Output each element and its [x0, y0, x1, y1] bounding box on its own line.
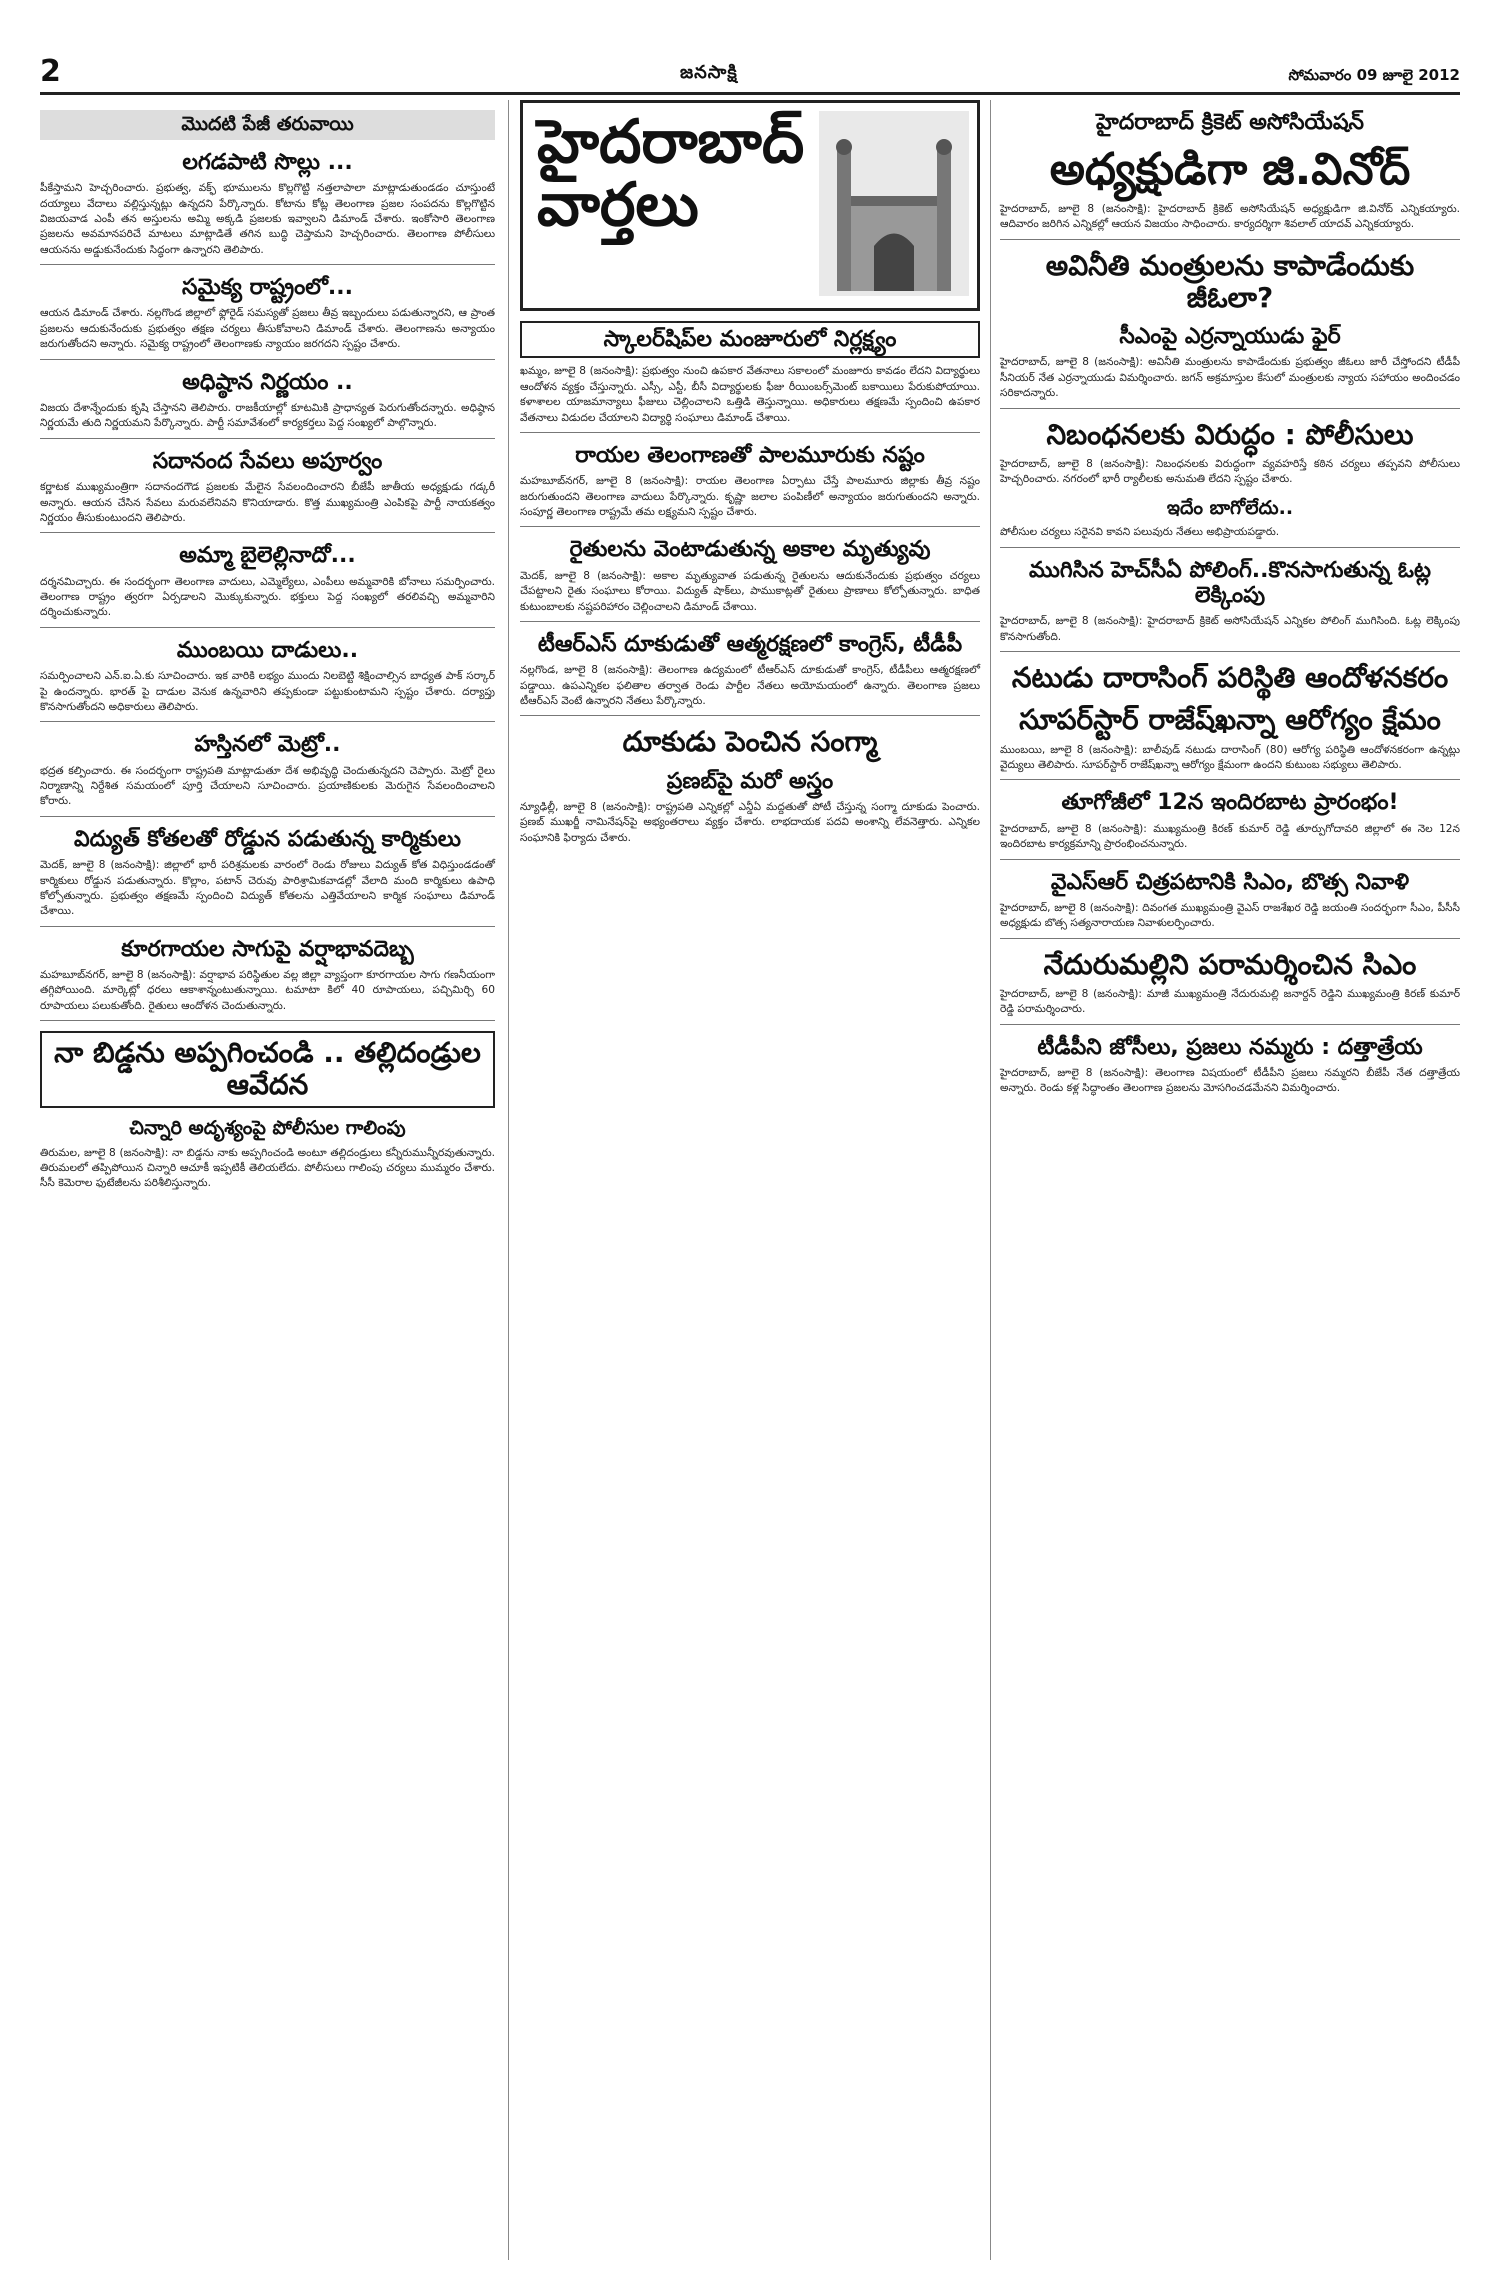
column-middle: [520, 100, 980, 850]
article-body: కర్ణాటక ముఖ్యమంత్రిగా సదానందగౌడ ప్రజలకు మేలైన సేవలందించారని బీజేపీ జాతీయ అధ్యక్షుడు గడ్కరీ అన్నారు. ఆయన చేసిన సేవలు మరువలేనివని కొనియాడారు. కొత్త ముఖ్యమంత్రి ఎంపికపై పార్టీ నాయకత్వం నిర్ణయం తీసుకుంటుందని తెలిపారు.: [40, 481, 495, 524]
dateline: సోమవారం 09 జూలై 2012: [1288, 66, 1460, 84]
article-title: నిబంధనలకు విరుద్ధం : పోలీసులు: [1046, 417, 1414, 451]
article-body: హైదరాబాద్, జూలై 8 (జనంసాక్షి): నిబంధనలకు విరుద్ధంగా వ్యవహరిస్తే కఠిన చర్యలు తప్పవని పోలీసులు హెచ్చరించారు. నగరంలో భారీ ర్యాలీలకు అనుమతి లేదని స్పష్టం చేశారు.: [1000, 457, 1460, 486]
divider: [40, 438, 495, 439]
column-right: [1000, 100, 1460, 1101]
divider: [40, 926, 495, 927]
article-body: విజయ దేశాన్నేందుకు కృషి చేస్తానని తెలిపారు. రాజకీయాల్లో కూటమికి ప్రాధాన్యత పెరుగుతోందన్నారు. అధిష్ఠాన నిర్ణయమే తుది నిర్ణయమని పేర్కొన్నారు. పార్టీ సమావేశంలో కార్యకర్తలు పెద్ద సంఖ్యలో పాల్గొన్నారు.: [40, 401, 495, 430]
article-body: తిరుమల, జూలై 8 (జనంసాక్షి): నా బిడ్డను నాకు అప్పగించండి అంటూ తల్లిదండ్రులు కన్నీరుమున్నీరవుతున్నారు. తిరుమలలో తప్పిపోయిన చిన్నారి ఆచూకీ ఇప్పటికీ తెలియలేదు. పోలీసులు గాలింపు చర్యలు ముమ్మరం చేశారు. సీసీ కెమెరాల ఫుటేజీలను పరిశీలిస్తున్నారు.: [40, 1146, 495, 1190]
article-body: హైదరాబాద్, జూలై 8 (జనంసాక్షి): తెలంగాణ విషయంలో టీడీపీని ప్రజలు నమ్మరని బీజేపీ నేత దత్తాత్రేయ అన్నారు. రెండు కళ్ల సిద్ధాంతం తెలంగాణ ప్రజలను మోసగించడమేనని విమర్శించారు.: [1000, 1066, 1460, 1095]
section-label: మొదటి పేజీ తరువాయి: [40, 110, 495, 140]
article-title: నటుడు దారాసింగ్ పరిస్థితి ఆందోళనకరం: [1011, 661, 1449, 695]
divider: [40, 816, 495, 817]
article-subtitle: ప్రణబ్‌పై మరో అస్త్రం: [666, 768, 834, 794]
article-title: కూరగాయల సాగుపై వర్షాభావదెబ్బ: [121, 936, 414, 962]
article-title: రాయల తెలంగాణతో పాలమూరుకు నష్టం: [575, 442, 925, 468]
article-kicker: హైదరాబాద్ క్రికెట్ అసోసియేషన్: [1096, 110, 1364, 135]
divider: [520, 432, 980, 433]
article-title: లగడపాటి సొల్లు ...: [182, 149, 353, 175]
article-title: వైఎస్ఆర్ చిత్రపటానికి సిఎం, బొత్స నివాళి: [1050, 869, 1410, 895]
divider: [1000, 408, 1460, 409]
article-body: న్యూఢిల్లీ, జూలై 8 (జనంసాక్షి): రాష్ట్రపతి ఎన్నికల్లో ఎన్డీఏ మద్దతుతో పోటీ చేస్తున్న సంగ్మా దూకుడు పెంచారు. ప్రణబ్ ముఖర్జీ నామినేషన్‌పై అభ్యంతరాలు వ్యక్తం చేశారు. లాభదాయక పదవి అంశాన్ని లేవనెత్తారు. ఎన్నికల సంఘానికి ఫిర్యాదు చేశారు.: [520, 800, 980, 844]
divider: [1000, 239, 1460, 240]
charminar-photo: [819, 111, 969, 296]
article-body: హైదరాబాద్, జూలై 8 (జనంసాక్షి): అవినీతి మంత్రులను కాపాడేందుకు ప్రభుత్వం జీఓలు జారీ చేస్తోందని టీడీపీ సీనియర్ నేత ఎర్రన్నాయుడు విమర్శించారు. జగన్ అక్రమాస్తుల కేసులో మంత్రులకు న్యాయ సహాయం అందించడం సరికాదన్నారు.: [1000, 356, 1460, 400]
banner-line-2: వార్తలు: [537, 170, 699, 240]
divider: [1000, 547, 1460, 548]
article-title: టీడీపీని జోసీలు, ప్రజలు నమ్మరు : దత్తాత్రేయ: [1037, 1034, 1423, 1060]
article-title: ఇదేం బాగోలేదు..: [1166, 496, 1294, 519]
article-title: దూకుడు పెంచిన సంగ్మా: [622, 725, 878, 759]
newspaper-masthead: జనసాక్షి: [680, 62, 738, 83]
divider: [40, 359, 495, 360]
article-subtitle: సూపర్‌స్టార్ రాజేష్‌ఖన్నా ఆరోగ్యం క్షేమం: [1019, 703, 1441, 737]
article-headline: అధ్యక్షుడిగా జి.వినోద్: [1049, 144, 1411, 196]
page-number: 2: [40, 54, 61, 89]
article-title: అధిష్ఠాన నిర్ణయం ..: [182, 369, 353, 395]
article-body: మహబూబ్‌నగర్, జూలై 8 (జనంసాక్షి): వర్షాభావ పరిస్థితుల వల్ల జిల్లా వ్యాప్తంగా కూరగాయల సాగు గణనీయంగా తగ్గిపోయింది. మార్కెట్లో ధరలు ఆకాశాన్నంటుతున్నాయి. టమాటా కిలో 40 రూపాయలు, పచ్చిమిర్చి 60 రూపాయలు పలుకుతోంది. రైతులు ఆందోళన చెందుతున్నారు.: [40, 969, 495, 1012]
article-body: హైదరాబాద్, జూలై 8 (జనంసాక్షి): హైదరాబాద్ క్రికెట్ అసోసియేషన్ ఎన్నికల పోలింగ్ ముగిసింది. ఓట్ల లెక్కింపు కొనసాగుతోంది.: [1000, 615, 1460, 643]
column-left: [40, 100, 495, 1196]
article-body: హైదరాబాద్, జూలై 8 (జనంసాక్షి): మాజీ ముఖ్యమంత్రి నేదురుమల్లి జనార్దన్ రెడ్డిని ముఖ్యమంత్రి కిరణ్ కుమార్ రెడ్డి పరామర్శించారు.: [1000, 987, 1460, 1016]
divider: [1000, 1024, 1460, 1025]
article-title: విద్యుత్ కోతలతో రోడ్డున పడుతున్న కార్మికులు: [74, 826, 461, 852]
article-title: అవినీతి మంత్రులను కాపాడేందుకు జీఓలా?: [1045, 248, 1415, 314]
article-body: ముంబయి, జూలై 8 (జనంసాక్షి): బాలీవుడ్ నటుడు దారాసింగ్ (80) ఆరోగ్య పరిస్థితి ఆందోళనకరంగా ఉన్నట్లు వైద్యులు తెలిపారు. సూపర్‌స్టార్ రాజేష్‌ఖన్నా ఆరోగ్యం క్షేమంగా ఉందని కుటుంబ సభ్యులు తెలిపారు.: [1000, 743, 1460, 772]
article-body: ఖమ్మం, జూలై 8 (జనంసాక్షి): ప్రభుత్వం నుంచి ఉపకార వేతనాలు సకాలంలో మంజూరు కావడం లేదని విద్యార్థులు ఆందోళన వ్యక్తం చేస్తున్నారు. ఎస్సీ, ఎస్టీ, బీసీ విద్యార్థులకు ఫీజు రీయింబర్స్‌మెంట్ బకాయిలు పేరుకుపోయాయి. కళాశాలల యాజమాన్యాలు ఫీజులు చెల్లించాలని ఒత్తిడి తెస్తున్నాయి. అధికారులు తక్షణమే స్పందించి ఉపకార వేతనాలు విడుదల చేయాలని విద్యార్థి సంఘాలు డిమాండ్ చేశాయి.: [520, 365, 980, 424]
article-title: ముగిసిన హెచ్‌సీఏ పోలింగ్..కొనసాగుతున్న ఓట్ల లెక్కింపు: [1029, 557, 1431, 609]
article-body: నల్లగొండ, జూలై 8 (జనంసాక్షి): తెలంగాణ ఉద్యమంలో టీఆర్ఎస్ దూకుడుతో కాంగ్రెస్, టీడీపీలు ఆత్మరక్షణలో పడ్డాయి. ఉపఎన్నికల ఫలితాల తర్వాత రెండు పార్టీల నేతలు అయోమయంలో ఉన్నారు. తెలంగాణ ప్రజలు టీఆర్ఎస్ వెంటే ఉన్నారని నేతలు పేర్కొన్నారు.: [520, 664, 980, 708]
hyderabad-news-banner: [520, 100, 980, 311]
article-body: హైదరాబాద్, జూలై 8 (జనంసాక్షి): హైదరాబాద్ క్రికెట్ అసోసియేషన్ అధ్యక్షుడిగా జి.వినోద్ ఎన్నికయ్యారు. ఆదివారం జరిగిన ఎన్నికల్లో ఆయన విజయం సాధించారు. కార్యదర్శిగా శివలాల్ యాదవ్ ఎన్నికయ్యారు.: [1000, 202, 1460, 231]
article-body: భద్రత కల్పించారు. ఈ సందర్భంగా రాష్ట్రపతి మాట్లాడుతూ దేశ అభివృద్ధి చెందుతున్నదని చెప్పారు. మెట్రో రైలు నిర్మాణాన్ని నిర్దేశిత సమయంలో పూర్తి చేయాలని సూచించారు. ప్రయాణికులకు మెరుగైన సేవలందించాలని కోరారు.: [40, 764, 495, 808]
article-body: మహబూబ్‌నగర్, జూలై 8 (జనంసాక్షి): రాయల తెలంగాణ ఏర్పాటు చేస్తే పాలమూరు జిల్లాకు తీవ్ర నష్టం జరుగుతుందని తెలంగాణ వాదులు పేర్కొన్నారు. కృష్ణా జలాల పంపిణీలో అన్యాయం జరుగుతుందని అన్నారు. సంపూర్ణ తెలంగాణ రాష్ట్రమే తమ లక్ష్యమని స్పష్టం చేశారు.: [520, 475, 980, 519]
article-body: హైదరాబాద్, జూలై 8 (జనంసాక్షి): దివంగత ముఖ్యమంత్రి వైఎస్ రాజశేఖర రెడ్డి జయంతి సందర్భంగా సీఎం, పీసీసీ అధ్యక్షుడు బొత్స సత్యనారాయణ నివాళులర్పించారు.: [1000, 901, 1460, 930]
divider: [40, 721, 495, 722]
article-title: రైతులను వెంటాడుతున్న అకాల మృత్యువు: [569, 537, 931, 563]
divider: [40, 264, 495, 265]
banner-title: [537, 107, 805, 240]
article-title: నేదురుమల్లిని పరామర్శించిన సిఎం: [1043, 947, 1417, 981]
article-title: సదానంద సేవలు అపూర్వం: [152, 448, 383, 474]
article-body: మెదక్, జూలై 8 (జనంసాక్షి): జిల్లాలో భారీ పరిశ్రమలకు వారంలో రెండు రోజులు విద్యుత్ కోత విధిస్తుండడంతో కార్మికులు రోడ్డున పడుతున్నారు. కొల్లాం, పటాన్ చెరువు పారిశ్రామికవాడల్లో వేలాది మంది కార్మికులు ఉపాధి కోల్పోతున్నారు. ప్రభుత్వం తక్షణమే స్పందించి విద్యుత్ కోతలను ఎత్తివేయాలని కార్మిక సంఘాలు డిమాండ్ చేశాయి.: [40, 859, 495, 918]
article-body: పీకేస్తామని హెచ్చరించారు. ప్రభుత్వ, వక్ఫ్ భూములను కొల్లగొట్టి నత్తలాపాలా మాట్లాడుతుండడం చూస్తుంటే దయ్యాలు వేదాలు వల్లిస్తున్నట్లు ఉన్నదని పేర్కొన్నారు. కోటాను కోట్ల తెలంగాణ ప్రజల సంపదను కొల్లగొట్టిన విజయవాడ ఎంపీ తన అస్తులను అమ్మి అక్కడి ప్రజలకు ఇవ్వాలని డిమాండ్ చేశారు. ఇంకోసారి తెలంగాణ ప్రజలను అవమానపరిచే మాటలు మాట్లాడితే తగిన బుద్ధి చెప్తామని హెచ్చరించారు. తెలంగాణ పోలీసులు ఆయనను అడ్డుకునేందుకు సిద్ధంగా ఉన్నారని తెలిపారు.: [40, 182, 495, 256]
article-body: ఆయన డిమాండ్ చేశారు. నల్లగొండ జిల్లాలో ఫ్లోరైడ్ సమస్యతో ప్రజలు తీవ్ర ఇబ్బందులు పడుతున్నారని, ఆ ప్రాంత ప్రజలను ఆదుకునేందుకు ప్రభుత్వం తక్షణ చర్యలు తీసుకోవాలని డిమాండ్ చేశారు. తెలంగాణను అన్యాయం జరుగుతోందని అన్నారు. సమైక్య రాష్ట్రంలో తెలంగాణకు న్యాయం జరగదని స్పష్టం చేశారు.: [40, 307, 495, 351]
divider: [1000, 779, 1460, 780]
article-title: అమ్మా బైలెల్లినాదో...: [179, 543, 356, 569]
divider: [40, 627, 495, 628]
article-body: హైదరాబాద్, జూలై 8 (జనంసాక్షి): ముఖ్యమంత్రి కిరణ్ కుమార్ రెడ్డి తూర్పుగోదావరి జిల్లాలో ఈ నెల 12న ఇందిరబాట కార్యక్రమాన్ని ప్రారంభించనున్నారు.: [1000, 822, 1460, 851]
divider: [1000, 651, 1460, 652]
divider: [520, 526, 980, 527]
column-divider: [990, 100, 991, 2260]
divider: [520, 621, 980, 622]
article-subtitle: చిన్నారి అదృశ్యంపై పోలీసుల గాలింపు: [129, 1116, 406, 1139]
divider: [1000, 859, 1460, 860]
article-title: టీఆర్ఎస్ దూకుడుతో ఆత్మరక్షణలో కాంగ్రెస్, టీడీపీ: [537, 631, 963, 657]
article-body: సమర్పించాలని ఎన్.ఐ.ఏ.కు సూచించారు. ఇక వారికి లభ్యం ముందు నిలబెట్టి శిక్షించాల్సిన బాధ్యత పాక్ సర్కార్ పై ఉందన్నారు. భారత్ పై దాడుల వెనుక ఉన్నవారిని తప్పకుండా పట్టుకుంటామని స్పష్టం చేశారు. దర్యాప్తు కొనసాగుతోందని అధికారులు తెలిపారు.: [40, 670, 495, 713]
article-title: తూగోజీలో 12న ఇందిరబాట ప్రారంభం!: [1061, 790, 1399, 816]
divider: [40, 1020, 495, 1021]
article-body: దర్శనమిచ్చారు. ఈ సందర్భంగా తెలంగాణ వాదులు, ఎమ్మెల్యేలు, ఎంపీలు అమ్మవారికి బోనాలు సమర్పించారు. తెలంగాణ రాష్ట్రం త్వరగా ఏర్పడాలని మొక్కుకున్నారు. భక్తులు పెద్ద సంఖ్యలో తరలివచ్చి అమ్మవారిని దర్శించుకున్నారు.: [40, 575, 495, 619]
banner-line-1: హైదరాబాద్: [537, 107, 805, 177]
article-subtitle: సీఎంపై ఎర్రన్నాయుడు ఫైర్: [1119, 324, 1341, 350]
article-body: మెదక్, జూలై 8 (జనంసాక్షి): అకాల మృత్యువాత పడుతున్న రైతులను ఆదుకునేందుకు ప్రభుత్వం చర్యలు చేపట్టాలని రైతు సంఘాలు కోరాయి. విద్యుత్ షాక్‌లు, పాముకాట్లతో రైతులు ప్రాణాలు కోల్పోతున్నారు. బాధిత కుటుంబాలకు నష్టపరిహారం చెల్లించాలని డిమాండ్ చేశాయి.: [520, 569, 980, 613]
page-header: [40, 54, 1460, 95]
divider: [520, 715, 980, 716]
column-divider: [508, 100, 509, 2260]
divider: [40, 532, 495, 533]
article-title: ముంబయి దాడులు..: [176, 637, 359, 663]
article-body: పోలీసుల చర్యలు సరైనవి కావని పలువురు నేతలు అభిప్రాయపడ్డారు.: [1000, 526, 1280, 539]
article-title: నా బిడ్డను అప్పగించండి .. తల్లిదండ్రుల ఆవేదన: [40, 1031, 495, 1107]
article-title: స్కాలర్‌షిప్‌ల మంజూరులో నిర్లక్ష్యం: [520, 321, 980, 358]
article-title: సమైక్య రాష్ట్రంలో...: [182, 275, 353, 301]
article-title: హస్తినలో మెట్రో..: [194, 732, 341, 758]
divider: [1000, 938, 1460, 939]
